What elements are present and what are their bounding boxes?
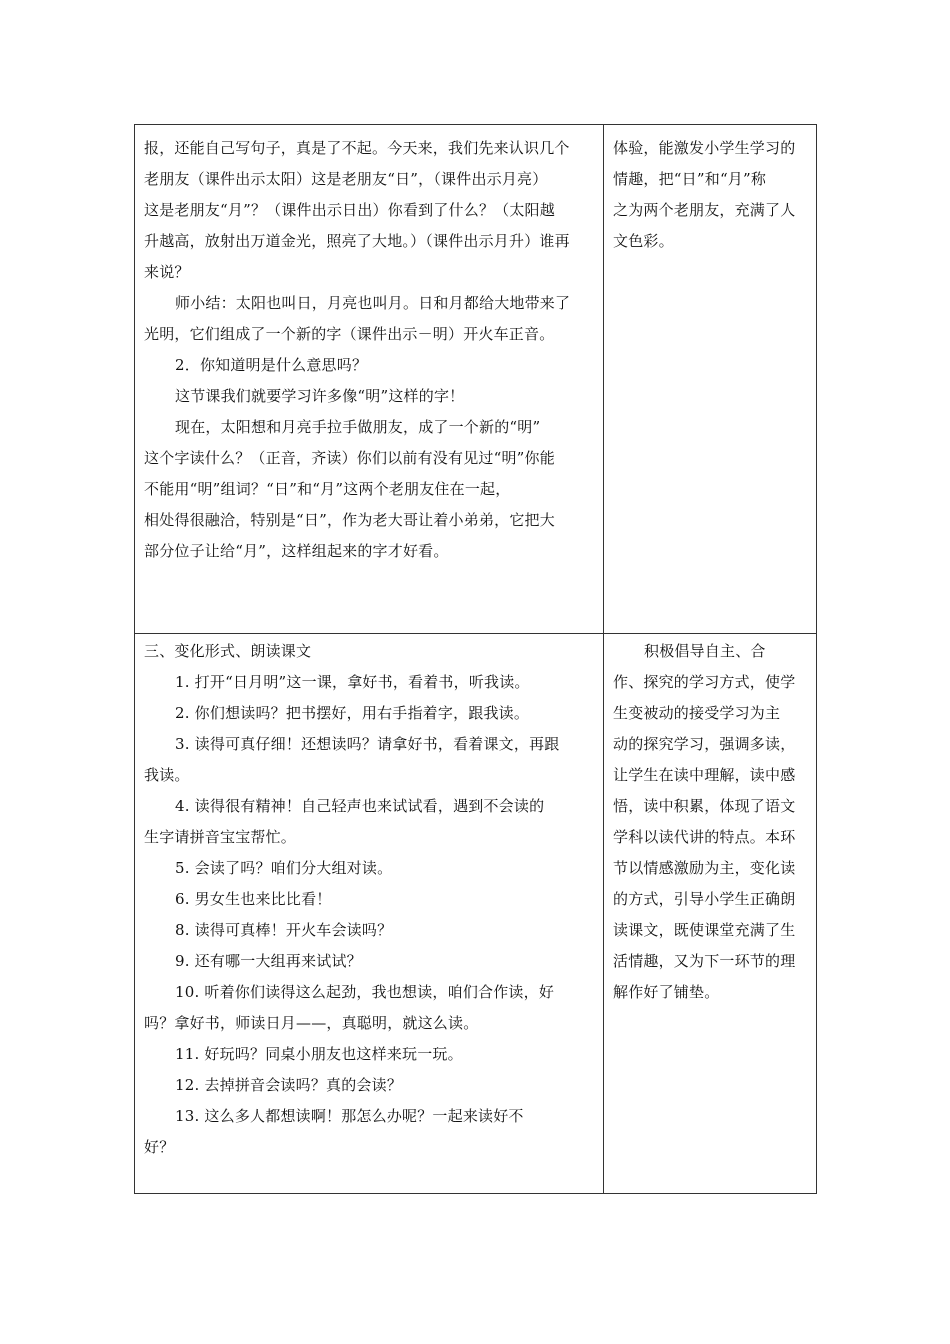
teaching-process-cell	[135, 634, 604, 1194]
text-line: 文色彩。	[613, 232, 674, 250]
text-line: 13. 这么多人都想读啊！那怎么办呢？一起来读好不	[175, 1107, 524, 1125]
design-intent-text	[604, 133, 816, 257]
design-intent-text	[604, 636, 816, 1008]
text-line: 2. 你们想读吗？把书摆好，用右手指着字，跟我读。	[175, 704, 530, 722]
text-line: 12. 去掉拼音会读吗？真的会读？	[175, 1076, 403, 1094]
text-line: 8. 读得可真棒！开火车会读吗？	[175, 921, 393, 939]
table-row	[135, 125, 817, 634]
text-line: 悟，读中积累，体现了语文	[613, 797, 796, 815]
text-line: 作、探究的学习方式，使学	[613, 673, 796, 691]
text-line: 升越高，放射出万道金光，照亮了大地。）（课件出示月升）谁再	[144, 232, 570, 250]
text-line: 活情趣，又为下一环节的理	[613, 952, 796, 970]
text-line: 的方式，引导小学生正确朗	[613, 890, 796, 908]
text-line: 来说？	[144, 263, 190, 281]
design-intent-cell	[604, 634, 817, 1194]
text-line: 师小结：太阳也叫日，月亮也叫月。日和月都给大地带来了	[175, 294, 571, 312]
text-line: 2．你知道明是什么意思吗？	[175, 356, 368, 374]
text-line: 这个字读什么？（正音，齐读）你们以前有没有见过“明”你能	[144, 449, 555, 467]
section-heading: 三、变化形式、朗读课文	[144, 642, 312, 660]
text-line: 积极倡导自主、合	[644, 642, 766, 660]
text-line: 5. 会读了吗？咱们分大组对读。	[175, 859, 393, 877]
text-line: 动的探究学习，强调多读，	[613, 735, 796, 753]
text-line: 4. 读得很有精神！自己轻声也来试试看，遇到不会读的	[175, 797, 545, 815]
text-line: 9. 还有哪一大组再来试试？	[175, 952, 362, 970]
text-line: 情趣，把“日”和“月”称	[613, 170, 767, 188]
text-line: 吗？拿好书，师读日月——，真聪明，就这么读。	[144, 1014, 479, 1032]
text-line: 这节课我们就要学习许多像“明”这样的字！	[175, 387, 465, 405]
text-line: 体验，能激发小学生学习的	[613, 139, 796, 157]
teaching-process-text	[135, 133, 603, 567]
text-line: 部分位子让给“月”，这样组起来的字才好看。	[144, 542, 449, 560]
text-line: 学科以读代讲的特点。本环	[613, 828, 796, 846]
text-line: 老朋友（课件出示太阳）这是老朋友“日”，（课件出示月亮）	[144, 170, 548, 188]
text-line: 好？	[144, 1138, 175, 1156]
text-line: 不能用“明”组词？“日”和“月”这两个老朋友住在一起，	[144, 480, 511, 498]
text-line: 6. 男女生也来比比看！	[175, 890, 332, 908]
text-line: 3. 读得可真仔细！还想读吗？请拿好书，看着课文，再跟	[175, 735, 560, 753]
text-line: 解作好了铺垫。	[613, 983, 720, 1001]
text-line: 10. 听着你们读得这么起劲，我也想读，咱们合作读，好	[175, 983, 555, 1001]
lesson-plan-table	[134, 124, 817, 1194]
text-line: 之为两个老朋友，充满了人	[613, 201, 796, 219]
text-line: 相处得很融洽，特别是“日”，作为老大哥让着小弟弟，它把大	[144, 511, 555, 529]
text-line: 1. 打开“日月明”这一课，拿好书，看着书，听我读。	[175, 673, 530, 691]
text-line: 生变被动的接受学习为主	[613, 704, 781, 722]
table-row	[135, 634, 817, 1194]
teaching-process-text	[135, 667, 603, 1163]
text-line: 节以情感激励为主，变化读	[613, 859, 796, 877]
text-line: 生字请拼音宝宝帮忙。	[144, 828, 297, 846]
text-line: 读课文，既使课堂充满了生	[613, 921, 796, 939]
text-line: 这是老朋友“月”？（课件出示日出）你看到了什么？（太阳越	[144, 201, 555, 219]
text-line: 我读。	[144, 766, 190, 784]
design-intent-cell	[604, 125, 817, 634]
text-line: 11. 好玩吗？同桌小朋友也这样来玩一玩。	[175, 1045, 463, 1063]
text-line: 让学生在读中理解，读中感	[613, 766, 796, 784]
text-line: 光明，它们组成了一个新的字（课件出示－明）开火车正音。	[144, 325, 555, 343]
text-line: 报，还能自己写句子，真是了不起。今天来，我们先来认识几个	[144, 139, 570, 157]
text-line: 现在，太阳想和月亮手拉手做朋友，成了一个新的“明”	[175, 418, 541, 436]
teaching-process-cell	[135, 125, 604, 634]
